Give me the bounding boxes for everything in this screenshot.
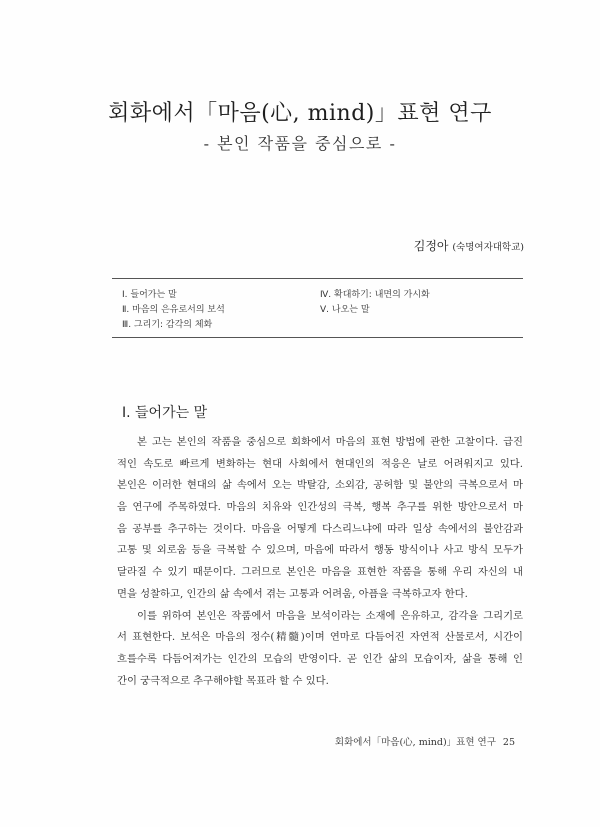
toc-item: Ⅰ. 들어가는 말 xyxy=(122,290,177,300)
body-line: 음 공부를 추구하는 것이다. 마음을 어떻게 다스리느냐에 따라 일상 속에서의 불안감과 xyxy=(117,522,523,535)
toc-item: Ⅲ. 그리기: 감각의 체화 xyxy=(122,320,213,330)
body-text xyxy=(117,432,523,692)
author-block xyxy=(414,237,524,254)
body-line: 본인은 이러한 현대의 삶 속에서 오는 박탈감, 소외감, 공허함 및 불안의 극복으로서 마 xyxy=(117,479,523,492)
table-of-contents xyxy=(112,278,523,338)
body-line: 면을 성찰하고, 인간의 삶 속에서 겪는 고통과 어려움, 아픔을 극복하고자 한다. xyxy=(117,587,468,600)
body-line: 적인 속도로 빠르게 변화하는 현대 사회에서 현대인의 적응은 날로 어려워지고 있다. xyxy=(117,457,523,470)
paper-subtitle: - 본인 작품을 중심으로 - xyxy=(203,134,397,153)
toc-item: Ⅴ. 나오는 말 xyxy=(320,305,370,315)
body-line: 서 표현한다. 보석은 마음의 정수(精髓)이며 연마로 다듬어진 자연적 산물로서, 시간이 xyxy=(117,631,523,644)
page-footer xyxy=(335,734,515,748)
body-line: 흐를수록 다듬어져가는 인간의 모습의 반영이다. 곧 인간 삶의 모습이자, 삶을 통해 인 xyxy=(117,652,523,665)
toc-column-left xyxy=(122,288,225,333)
running-title: 회화에서「마음(心, mind)」표현 연구 xyxy=(334,737,496,748)
author-affiliation: (숙명여자대학교) xyxy=(452,242,524,253)
author-name: 김정아 xyxy=(413,239,449,253)
section-heading: Ⅰ. 들어가는 말 xyxy=(122,405,208,421)
toc-item: Ⅳ. 확대하기: 내면의 가시화 xyxy=(320,290,430,300)
body-line: 음 연구에 주목하였다. 마음의 치유와 인간성의 극복, 행복 추구를 위한 방안으로서 마 xyxy=(117,501,523,514)
paper-title: 회화에서「마음(心, mind)」표현 연구 xyxy=(108,101,492,126)
page-number: 25 xyxy=(502,737,515,748)
toc-item: Ⅱ. 마음의 은유로서의 보석 xyxy=(122,305,225,315)
body-line: 고통 및 외로움 등을 극복할 수 있으며, 마음에 따라서 행동 방식이나 사고 방식 모두가 xyxy=(117,544,523,557)
body-line: 본 고는 본인의 작품을 중심으로 회화에서 마음의 표현 방법에 관한 고찰이다. 급진 xyxy=(137,436,523,448)
body-line: 간이 궁극적으로 추구해야할 목표라 할 수 있다. xyxy=(117,674,329,687)
body-line: 이를 위하여 본인은 작품에서 마음을 보석이라는 소재에 은유하고, 감각을 그리기로 xyxy=(137,609,523,622)
toc-column-right xyxy=(320,288,430,318)
body-line: 달라질 수 있기 때문이다. 그러므로 본인은 마음을 표현한 작품을 통해 우리 자신의 내 xyxy=(117,566,523,579)
